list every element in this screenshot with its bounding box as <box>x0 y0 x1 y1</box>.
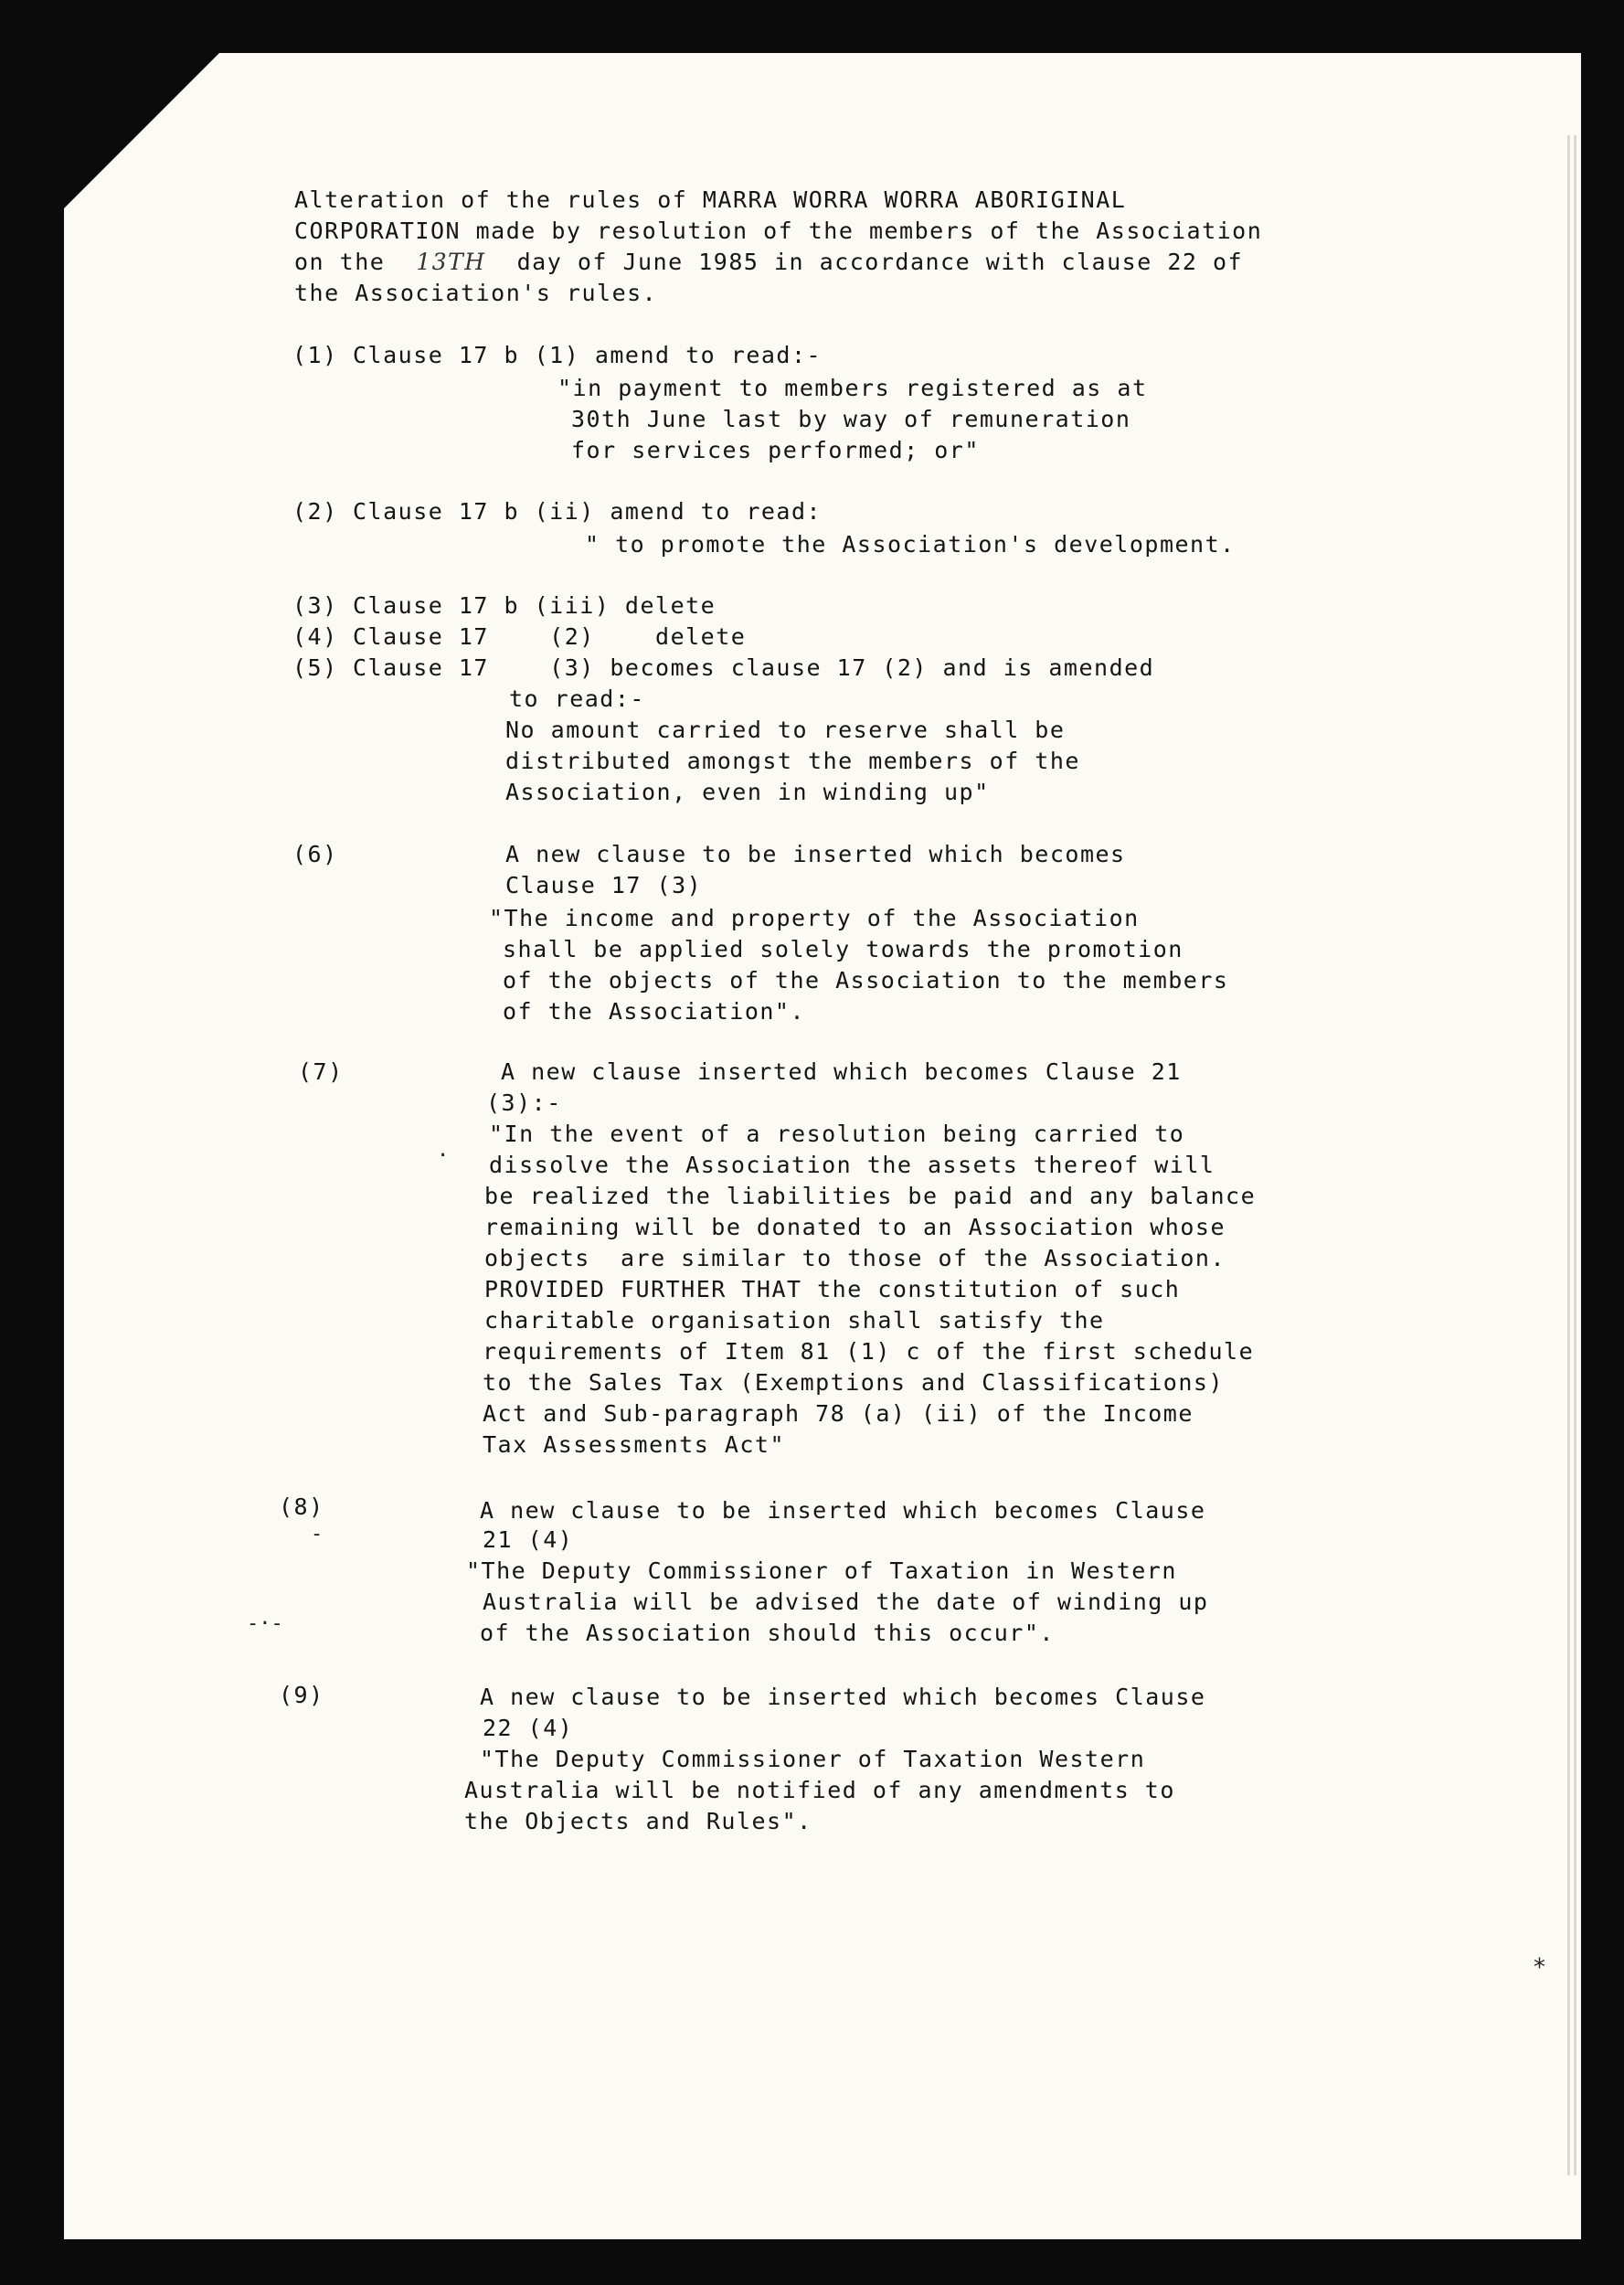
clause-text: of the Association". <box>503 998 806 1025</box>
clause-text: of the objects of the Association to the members <box>503 967 1229 994</box>
clause-number: (4) <box>292 623 338 650</box>
clause-intro: A new clause inserted which becomes Clause 21 <box>501 1058 1182 1085</box>
clause-intro: Clause 17 (3) becomes clause 17 (2) and is amended <box>353 654 1155 681</box>
heading-line: Alteration of the rules of MARRA WORRA WORRA ABORIGINAL <box>294 186 1127 213</box>
clause-text: charitable organisation shall satisfy the <box>484 1307 1105 1334</box>
heading-line: CORPORATION made by resolution of the members of the Association <box>294 218 1263 244</box>
clause-intro: A new clause to be inserted which becomes Clause <box>480 1684 1206 1710</box>
clause-text: for services performed; or" <box>571 437 980 463</box>
clause-number: (5) <box>292 654 338 681</box>
clause-text: requirements of Item 81 (1) c of the first schedule <box>483 1338 1255 1365</box>
clause-text: shall be applied solely towards the promotion <box>503 936 1184 962</box>
stray-mark: · <box>437 1144 450 1167</box>
clause-text: 30th June last by way of remuneration <box>571 406 1131 432</box>
clause-text: to the Sales Tax (Exemptions and Classifications) <box>483 1369 1225 1396</box>
clause-text: of the Association should this occur". <box>480 1620 1055 1646</box>
clause-number: (2) <box>292 498 338 525</box>
clause-text: 21 (4) <box>483 1526 574 1553</box>
clause-text: to read:- <box>509 686 645 712</box>
clause-text: "in payment to members registered as at <box>557 375 1148 401</box>
clause-number: (9) <box>279 1682 324 1708</box>
clause-intro: Clause 17 (2) delete <box>353 623 747 650</box>
heading-line: the Association's rules. <box>294 280 658 306</box>
clause-number: (6) <box>292 841 338 867</box>
clause-text: Australia will be advised the date of winding up <box>483 1589 1209 1615</box>
page-edge <box>1567 135 1570 2175</box>
clause-number: (8) <box>279 1493 324 1520</box>
heading-line: on the 13TH day of June 1985 in accordance with clause 22 of <box>294 249 1244 275</box>
clause-text: " to promote the Association's development. <box>585 531 1236 558</box>
handwritten-date: 13TH <box>416 249 486 275</box>
clause-intro: Clause 17 b (1) amend to read:- <box>353 342 823 368</box>
clause-text: (3):- <box>486 1089 562 1116</box>
stray-mark: ⁎ <box>1534 1947 1545 1974</box>
clause-intro: A new clause to be inserted which becomes <box>505 841 1126 867</box>
page-edge <box>1574 135 1576 2175</box>
clause-text: "The Deputy Commissioner of Taxation in Western <box>466 1557 1177 1584</box>
stray-mark: -·- <box>247 1612 283 1635</box>
clause-text: distributed amongst the members of the <box>505 748 1080 774</box>
clause-text: "The income and property of the Association <box>489 905 1140 931</box>
clause-text: be realized the liabilities be paid and any balance <box>484 1183 1257 1209</box>
clause-number: (3) <box>292 592 338 619</box>
clause-text: No amount carried to reserve shall be <box>505 717 1066 743</box>
clause-intro: A new clause to be inserted which becomes Clause <box>480 1497 1206 1524</box>
clause-text: "The Deputy Commissioner of Taxation Western <box>480 1746 1146 1772</box>
clause-number: (7) <box>298 1058 344 1085</box>
clause-text: 22 (4) <box>483 1715 574 1741</box>
clause-text: objects are similar to those of the Association. <box>484 1245 1226 1271</box>
clause-text: dissolve the Association the assets thereof will <box>489 1152 1215 1178</box>
clause-text: PROVIDED FURTHER THAT the constitution of such <box>484 1276 1181 1302</box>
clause-text: "In the event of a resolution being carried to <box>489 1121 1185 1147</box>
clause-text: Act and Sub-paragraph 78 (a) (ii) of the Income <box>483 1400 1194 1427</box>
clause-text: Association, even in winding up" <box>505 779 990 805</box>
clause-intro: Clause 17 b (ii) amend to read: <box>353 498 823 525</box>
clause-text: Australia will be notified of any amendments to <box>464 1777 1175 1803</box>
stray-mark: - <box>311 1523 324 1546</box>
clause-text: Clause 17 (3) <box>505 872 703 898</box>
clause-text: the Objects and Rules". <box>464 1808 812 1834</box>
clause-number: (1) <box>292 342 338 368</box>
clause-intro: Clause 17 b (iii) delete <box>353 592 716 619</box>
clause-text: Tax Assessments Act" <box>483 1431 786 1458</box>
clause-text: remaining will be donated to an Association whose <box>484 1214 1226 1240</box>
